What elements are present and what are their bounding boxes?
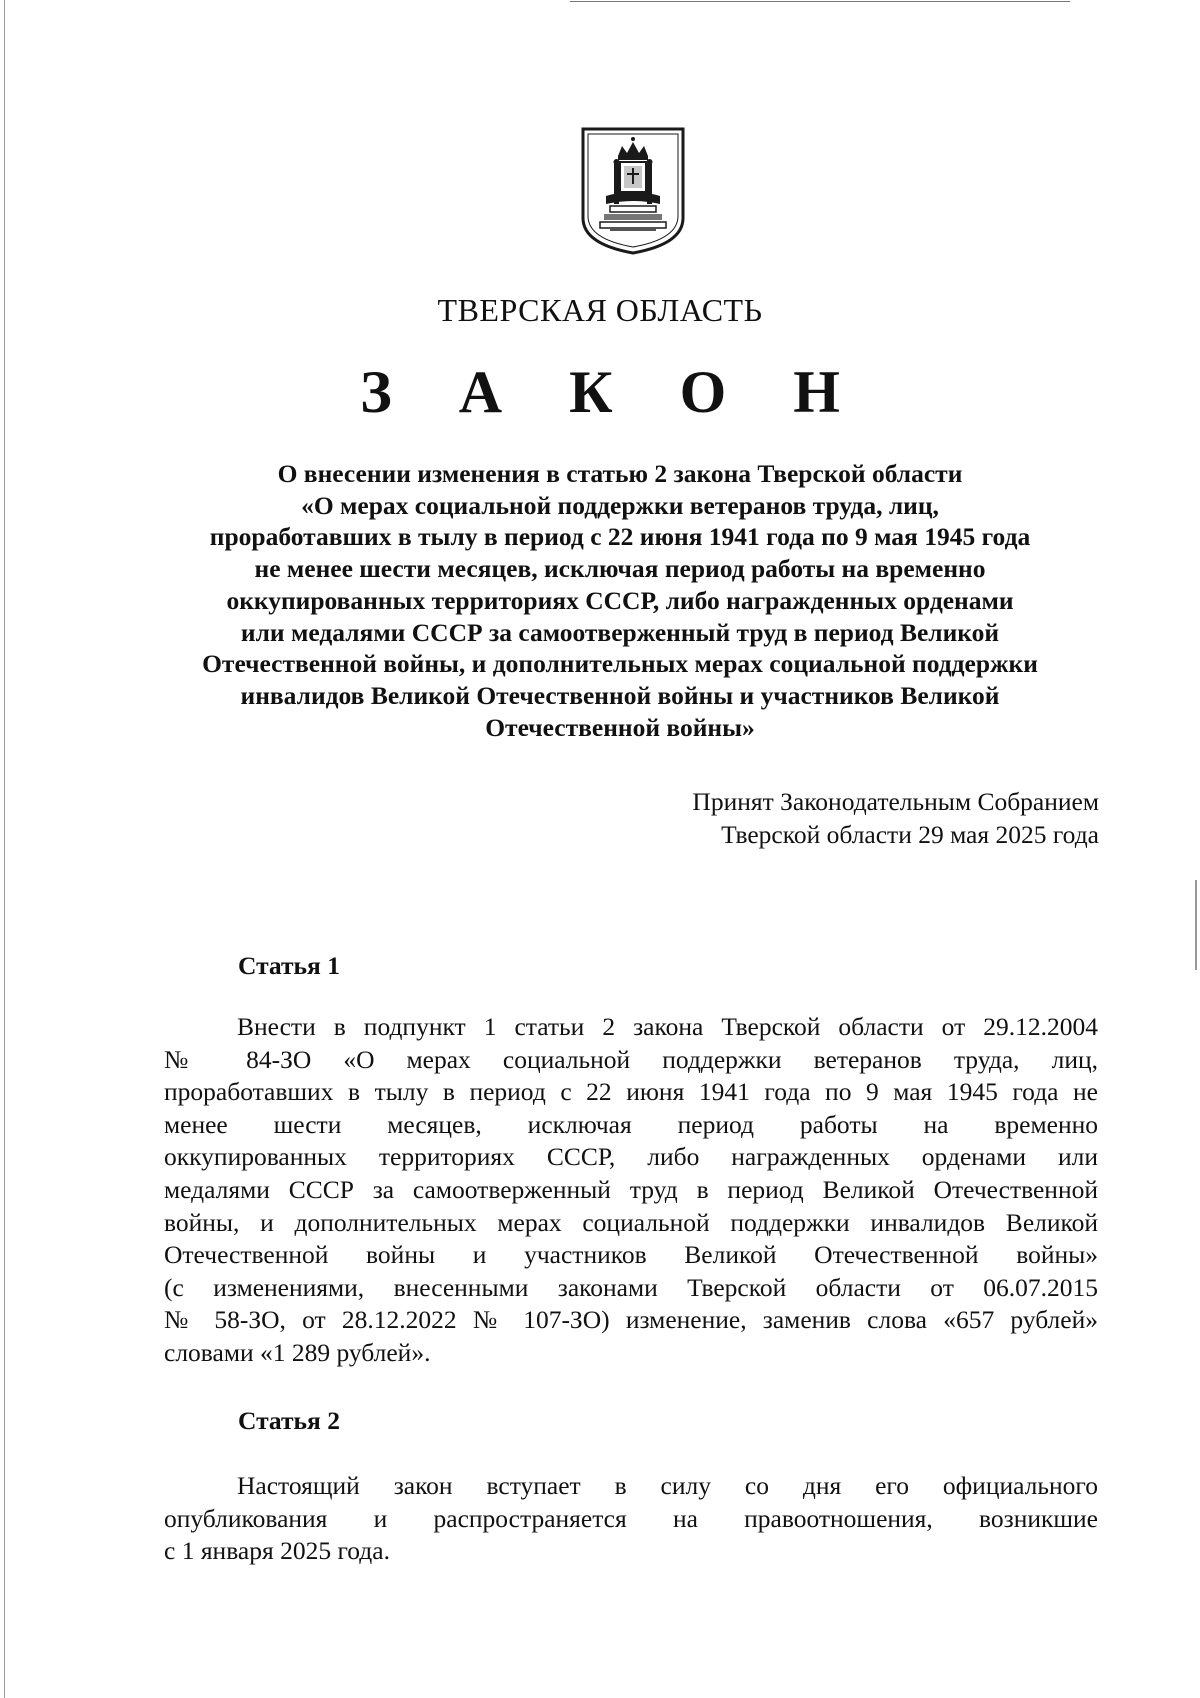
paragraph-line: (с изменениями, внесенными законами Тверской области от 06.07.2015 — [164, 1272, 1098, 1302]
subject-line: не менее шести месяцев, исключая период работы на временно — [254, 554, 986, 584]
region-name: ТВЕРСКАЯ ОБЛАСТЬ — [437, 292, 763, 328]
paragraph-line: № 84-ЗО «О мерах социальной поддержки ветеранов труда, лиц, — [164, 1044, 1098, 1074]
paragraph-line: Настоящий закон вступает в силу со дня его официального — [237, 1471, 1098, 1500]
adoption-line: Принят Законодательным Собранием — [692, 787, 1099, 816]
paragraph-line: с 1 января 2025 года. — [164, 1536, 390, 1566]
paragraph-line: войны, и дополнительных мерах социальной поддержки инвалидов Великой — [164, 1207, 1098, 1237]
article-1-text — [164, 1011, 1098, 1370]
subject-line: Отечественной войны» — [485, 712, 755, 742]
subject-line: или медалями СССР за самоотверженный труд в период Великой — [240, 617, 1000, 647]
paragraph-line: медалями СССР за самоотверженный труд в период Великой Отечественной — [164, 1174, 1098, 1204]
paragraph-line: Отечественной войны и участников Великой Отечественной войны» — [164, 1240, 1098, 1270]
adoption-line: Тверской области 29 мая 2025 года — [721, 820, 1099, 849]
article-2-heading: Статья 2 — [238, 1406, 340, 1435]
law-subject — [160, 458, 1080, 743]
subject-line: О внесении изменения в статью 2 закона Тверской области — [277, 459, 963, 488]
scan-artifact-right-edge — [1195, 880, 1197, 970]
subject-line: Отечественной войны, и дополнительных мерах социальной поддержки — [202, 649, 1038, 679]
subject-line: инвалидов Великой Отечественной войны и участников Великой — [240, 680, 1000, 710]
adoption-note — [692, 785, 1099, 851]
article-2-text — [164, 1470, 1098, 1568]
scan-artifact-left-edge — [4, 0, 5, 1698]
paragraph-line: оккупированных территориях СССР, либо награжденных орденами или — [164, 1142, 1098, 1172]
scan-artifact-top-line — [570, 1, 1070, 2]
paragraph-line: № 58-ЗО, от 28.12.2022 № 107-ЗО) изменение, заменив слова «657 рублей» — [164, 1305, 1098, 1335]
paragraph-line: Внести в подпункт 1 статьи 2 закона Тверской области от 29.12.2004 — [237, 1012, 1098, 1041]
paragraph-line: словами «1 289 рублей». — [164, 1337, 431, 1367]
document-type-title: З А К О Н — [360, 359, 866, 425]
paragraph-line: опубликования и распространяется на правоотношения, возникшие — [164, 1503, 1098, 1533]
subject-line: «О мерах социальной поддержки ветеранов труда, лиц, — [301, 490, 939, 520]
coat-of-arms-icon — [580, 126, 686, 256]
paragraph-line: менее шести месяцев, исключая период работы на временно — [164, 1109, 1098, 1139]
subject-line: проработавших в тылу в период с 22 июня 1941 года по 9 мая 1945 года — [209, 522, 1031, 552]
article-1-heading: Статья 1 — [238, 951, 340, 980]
paragraph-line: проработавших в тылу в период с 22 июня 1941 года по 9 мая 1945 года не — [164, 1077, 1098, 1107]
subject-line: оккупированных территориях СССР, либо награжденных орденами — [226, 585, 1014, 615]
